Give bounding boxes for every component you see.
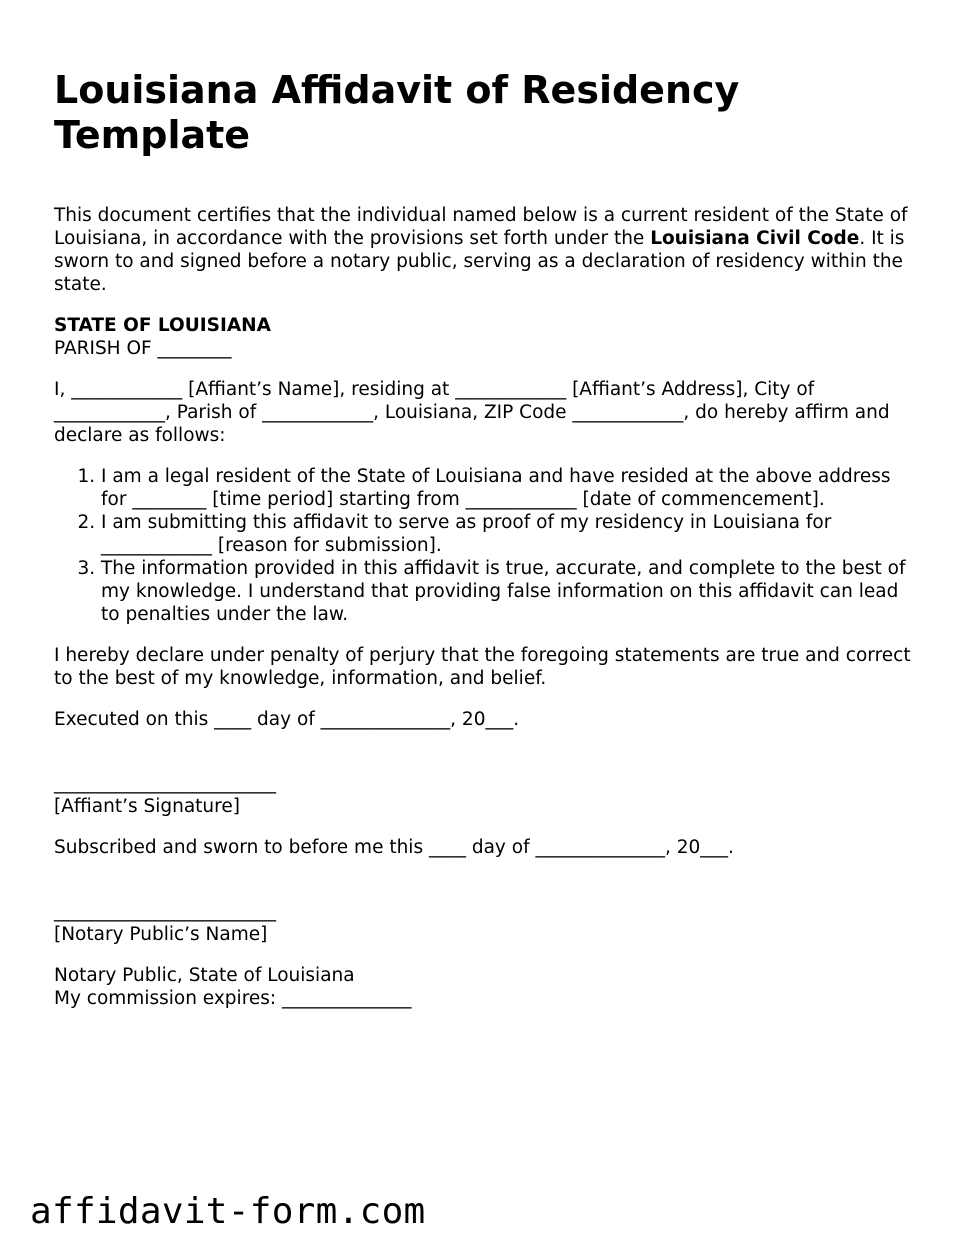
affiant-signature-line: ________________________ xyxy=(54,773,276,794)
executed-date-line: Executed on this ____ day of ______________, 20___. xyxy=(54,709,520,730)
notary-info-block xyxy=(54,964,916,1010)
affiant-signature-block xyxy=(54,772,916,818)
statement-item: 2. I am submitting this affidavit to serve as proof of my residency in Louisiana for ____________ [reason for submission]. xyxy=(101,511,916,557)
intro-text-start: This document certifies that the individual named below is a current resident of the State of Louisiana, in accordance with the provisions set forth under the xyxy=(54,205,908,249)
venue-state: STATE OF LOUISIANA xyxy=(54,315,271,336)
page-title: Louisiana Affidavit of Residency Template xyxy=(54,68,740,157)
intro-paragraph xyxy=(54,204,916,296)
notary-signature-label: [Notary Public’s Name] xyxy=(54,924,268,945)
statements-list xyxy=(54,465,916,626)
footer-watermark: affidavit-form.com xyxy=(30,1191,426,1232)
statement-item: 1. I am a legal resident of the State of Louisiana and have resided at the above address for ________ [time period] starting from ____________ [date of commencement]. xyxy=(101,465,916,511)
perjury-declaration: I hereby declare under penalty of perjury that the foregoing statements are true and correct to the best of my knowledge, information, and belief. xyxy=(54,645,911,689)
commission-expiry: My commission expires: ______________ xyxy=(54,988,412,1009)
affiant-signature-label: [Affiant’s Signature] xyxy=(54,796,240,817)
civil-code-reference: Louisiana Civil Code xyxy=(650,228,860,249)
declaration-paragraph: I, ____________ [Affiant’s Name], residing at ____________ [Affiant’s Address], City of ____________, Parish of ____________, Louisiana, ZIP Code ____________, do hereby affirm and declare as follows: xyxy=(54,379,890,446)
notary-title: Notary Public, State of Louisiana xyxy=(54,965,355,986)
venue-block xyxy=(54,314,916,360)
intro-text-end: . It is sworn to and signed before a notary public, serving as a declaration of residency within the state. xyxy=(54,228,905,295)
notary-signature-line: ________________________ xyxy=(54,901,276,922)
notary-signature-block xyxy=(54,900,916,946)
subscribed-sworn-line: Subscribed and sworn to before me this ____ day of ______________, 20___. xyxy=(54,837,734,858)
document-page xyxy=(54,68,916,1028)
venue-parish: PARISH OF ________ xyxy=(54,338,232,359)
statement-item: 3. The information provided in this affidavit is true, accurate, and complete to the best of my knowledge. I understand that providing false information on this affidavit can lead to penalties under the law. xyxy=(101,557,916,626)
